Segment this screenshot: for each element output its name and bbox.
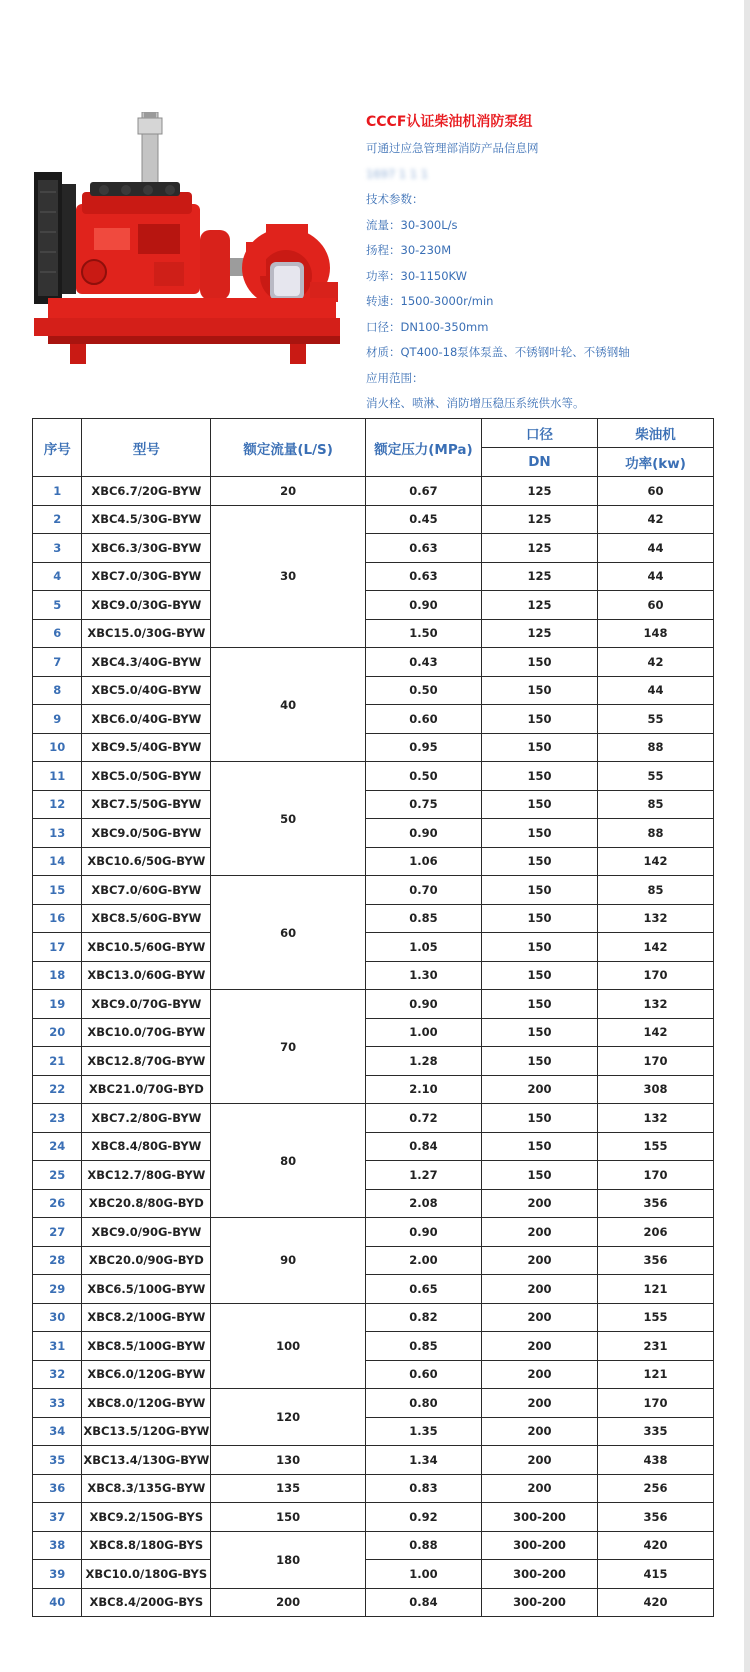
- table-row: [33, 1218, 714, 1247]
- row-rated-flow: 120: [211, 1389, 366, 1446]
- row-engine-power: 335: [597, 1417, 713, 1446]
- row-engine-power: 55: [597, 762, 713, 791]
- table-row: [33, 819, 714, 848]
- row-rated-pressure: 0.50: [365, 676, 481, 705]
- row-rated-flow: 100: [211, 1303, 366, 1389]
- row-engine-power: 142: [597, 933, 713, 962]
- row-model: XBC7.5/50G-BYW: [82, 790, 211, 819]
- row-rated-pressure: 1.06: [365, 847, 481, 876]
- row-caliber: 200: [481, 1474, 597, 1503]
- row-rated-flow: 200: [211, 1588, 366, 1617]
- row-number: 30: [33, 1303, 82, 1332]
- row-rated-pressure: 0.63: [365, 562, 481, 591]
- row-engine-power: 170: [597, 1047, 713, 1076]
- table-header: [33, 419, 714, 477]
- row-number: 17: [33, 933, 82, 962]
- table-row: [33, 1104, 714, 1133]
- row-rated-flow: 70: [211, 990, 366, 1104]
- row-model: XBC10.0/70G-BYW: [82, 1018, 211, 1047]
- row-rated-pressure: 0.90: [365, 1218, 481, 1247]
- row-number: 5: [33, 591, 82, 620]
- table-row: [33, 648, 714, 677]
- row-number: 4: [33, 562, 82, 591]
- page-right-edge: [744, 0, 750, 1672]
- row-model: XBC8.5/60G-BYW: [82, 904, 211, 933]
- row-engine-power: 60: [597, 477, 713, 506]
- header-flow: 额定流量(L/S): [211, 419, 366, 477]
- table-row: [33, 505, 714, 534]
- row-rated-flow: 180: [211, 1531, 366, 1588]
- row-model: XBC15.0/30G-BYW: [82, 619, 211, 648]
- row-number: 19: [33, 990, 82, 1019]
- table-row: [33, 762, 714, 791]
- table-row: [33, 1474, 714, 1503]
- row-caliber: 300-200: [481, 1588, 597, 1617]
- row-model: XBC8.5/100G-BYW: [82, 1332, 211, 1361]
- table-row: [33, 1246, 714, 1275]
- table-row: [33, 1446, 714, 1475]
- row-model: XBC13.5/120G-BYW: [82, 1417, 211, 1446]
- row-rated-pressure: 0.90: [365, 990, 481, 1019]
- row-rated-pressure: 0.80: [365, 1389, 481, 1418]
- row-caliber: 150: [481, 733, 597, 762]
- row-rated-flow: 20: [211, 477, 366, 506]
- row-rated-pressure: 0.60: [365, 705, 481, 734]
- row-rated-pressure: 0.88: [365, 1531, 481, 1560]
- table-row: [33, 876, 714, 905]
- row-caliber: 150: [481, 1018, 597, 1047]
- row-engine-power: 42: [597, 648, 713, 677]
- row-caliber: 150: [481, 990, 597, 1019]
- header-model: 型号: [82, 419, 211, 477]
- spec-line-application-label: 应用范围：: [366, 370, 424, 385]
- row-rated-pressure: 1.05: [365, 933, 481, 962]
- row-engine-power: 44: [597, 562, 713, 591]
- table-row: [33, 904, 714, 933]
- row-number: 15: [33, 876, 82, 905]
- certification-note: 可通过应急管理部消防产品信息网: [366, 141, 539, 155]
- row-rated-pressure: 0.90: [365, 819, 481, 848]
- row-model: XBC9.5/40G-BYW: [82, 733, 211, 762]
- row-rated-pressure: 2.00: [365, 1246, 481, 1275]
- row-engine-power: 44: [597, 534, 713, 563]
- row-rated-pressure: 0.75: [365, 790, 481, 819]
- row-model: XBC7.0/60G-BYW: [82, 876, 211, 905]
- table-row: [33, 1161, 714, 1190]
- row-number: 9: [33, 705, 82, 734]
- row-number: 13: [33, 819, 82, 848]
- row-model: XBC10.0/180G-BYS: [82, 1560, 211, 1589]
- row-rated-pressure: 0.72: [365, 1104, 481, 1133]
- table-row: [33, 1531, 714, 1560]
- row-caliber: 150: [481, 790, 597, 819]
- row-caliber: 150: [481, 1104, 597, 1133]
- row-rated-pressure: 0.85: [365, 904, 481, 933]
- row-rated-pressure: 0.70: [365, 876, 481, 905]
- row-rated-pressure: 0.45: [365, 505, 481, 534]
- product-spec-block: [366, 110, 736, 417]
- row-caliber: 150: [481, 933, 597, 962]
- row-model: XBC6.0/40G-BYW: [82, 705, 211, 734]
- row-number: 27: [33, 1218, 82, 1247]
- row-rated-pressure: 1.27: [365, 1161, 481, 1190]
- row-engine-power: 170: [597, 1161, 713, 1190]
- row-engine-power: 170: [597, 961, 713, 990]
- row-rated-flow: 60: [211, 876, 366, 990]
- row-caliber: 200: [481, 1303, 597, 1332]
- row-caliber: 300-200: [481, 1531, 597, 1560]
- row-model: XBC20.8/80G-BYD: [82, 1189, 211, 1218]
- table-row: [33, 733, 714, 762]
- row-rated-pressure: 0.43: [365, 648, 481, 677]
- row-caliber: 300-200: [481, 1560, 597, 1589]
- table-row: [33, 961, 714, 990]
- row-rated-flow: 90: [211, 1218, 366, 1304]
- row-number: 20: [33, 1018, 82, 1047]
- row-rated-pressure: 1.50: [365, 619, 481, 648]
- row-rated-pressure: 1.28: [365, 1047, 481, 1076]
- row-rated-pressure: 0.83: [365, 1474, 481, 1503]
- row-caliber: 150: [481, 705, 597, 734]
- row-model: XBC9.0/90G-BYW: [82, 1218, 211, 1247]
- row-model: XBC7.0/30G-BYW: [82, 562, 211, 591]
- table-row: [33, 1417, 714, 1446]
- table-row: [33, 1560, 714, 1589]
- row-number: 36: [33, 1474, 82, 1503]
- row-number: 25: [33, 1161, 82, 1190]
- row-model: XBC6.7/20G-BYW: [82, 477, 211, 506]
- row-engine-power: 420: [597, 1588, 713, 1617]
- row-rated-pressure: 2.10: [365, 1075, 481, 1104]
- header-engine: 柴油机: [597, 419, 713, 448]
- row-engine-power: 148: [597, 619, 713, 648]
- row-number: 2: [33, 505, 82, 534]
- row-number: 23: [33, 1104, 82, 1133]
- row-engine-power: 438: [597, 1446, 713, 1475]
- row-model: XBC9.0/30G-BYW: [82, 591, 211, 620]
- row-model: XBC4.5/30G-BYW: [82, 505, 211, 534]
- row-model: XBC21.0/70G-BYD: [82, 1075, 211, 1104]
- row-caliber: 200: [481, 1275, 597, 1304]
- row-model: XBC8.4/80G-BYW: [82, 1132, 211, 1161]
- row-engine-power: 142: [597, 847, 713, 876]
- row-number: 31: [33, 1332, 82, 1361]
- row-rated-pressure: 0.67: [365, 477, 481, 506]
- spec-line-application: 消火栓、喷淋、消防增压稳压系统供水等。: [366, 396, 585, 410]
- row-engine-power: 85: [597, 876, 713, 905]
- table-row: [33, 847, 714, 876]
- row-number: 32: [33, 1360, 82, 1389]
- row-caliber: 150: [481, 847, 597, 876]
- blurred-certificate-number: 1697 1 1 1: [366, 166, 429, 181]
- row-number: 35: [33, 1446, 82, 1475]
- row-rated-pressure: 1.35: [365, 1417, 481, 1446]
- table-row: [33, 1503, 714, 1532]
- table-row: [33, 477, 714, 506]
- row-number: 37: [33, 1503, 82, 1532]
- spec-line: 技术参数：: [366, 192, 424, 206]
- row-caliber: 200: [481, 1332, 597, 1361]
- row-engine-power: 121: [597, 1360, 713, 1389]
- row-engine-power: 206: [597, 1218, 713, 1247]
- header-no: 序号: [33, 419, 82, 477]
- row-number: 12: [33, 790, 82, 819]
- row-caliber: 200: [481, 1389, 597, 1418]
- table-row: [33, 1303, 714, 1332]
- row-model: XBC8.8/180G-BYS: [82, 1531, 211, 1560]
- row-model: XBC5.0/50G-BYW: [82, 762, 211, 791]
- row-model: XBC6.3/30G-BYW: [82, 534, 211, 563]
- row-caliber: 150: [481, 648, 597, 677]
- row-caliber: 150: [481, 1161, 597, 1190]
- table-body: [33, 477, 714, 1617]
- row-model: XBC12.8/70G-BYW: [82, 1047, 211, 1076]
- table-row: [33, 1360, 714, 1389]
- header-pressure: 额定压力(MPa): [365, 419, 481, 477]
- spec-line-caliber: 口径：DN100-350mm: [366, 319, 489, 334]
- row-engine-power: 142: [597, 1018, 713, 1047]
- row-number: 39: [33, 1560, 82, 1589]
- row-number: 34: [33, 1417, 82, 1446]
- row-model: XBC5.0/40G-BYW: [82, 676, 211, 705]
- row-caliber: 200: [481, 1246, 597, 1275]
- row-engine-power: 231: [597, 1332, 713, 1361]
- table-row: [33, 1332, 714, 1361]
- row-model: XBC8.3/135G-BYW: [82, 1474, 211, 1503]
- row-rated-flow: 50: [211, 762, 366, 876]
- spec-line-speed: 转速：1500-3000r/min: [366, 294, 494, 308]
- row-caliber: 150: [481, 1047, 597, 1076]
- row-number: 29: [33, 1275, 82, 1304]
- row-rated-pressure: 0.84: [365, 1132, 481, 1161]
- row-caliber: 200: [481, 1189, 597, 1218]
- product-title: CCCF认证柴油机消防泵组: [366, 114, 533, 130]
- row-caliber: 125: [481, 591, 597, 620]
- row-engine-power: 85: [597, 790, 713, 819]
- row-engine-power: 132: [597, 904, 713, 933]
- row-caliber: 150: [481, 762, 597, 791]
- row-number: 10: [33, 733, 82, 762]
- spec-line-material: 材质：QT400-18泵体泵盖、不锈钢叶轮、不锈钢轴: [366, 345, 630, 359]
- row-caliber: 200: [481, 1360, 597, 1389]
- header-caliber-dn: DN: [481, 448, 597, 477]
- row-rated-flow: 40: [211, 648, 366, 762]
- row-caliber: 200: [481, 1417, 597, 1446]
- row-model: XBC8.4/200G-BYS: [82, 1588, 211, 1617]
- row-rated-flow: 135: [211, 1474, 366, 1503]
- row-rated-pressure: 0.84: [365, 1588, 481, 1617]
- row-number: 24: [33, 1132, 82, 1161]
- table-row: [33, 1018, 714, 1047]
- row-engine-power: 356: [597, 1189, 713, 1218]
- row-rated-pressure: 0.90: [365, 591, 481, 620]
- row-number: 16: [33, 904, 82, 933]
- row-number: 8: [33, 676, 82, 705]
- table-row: [33, 1075, 714, 1104]
- row-model: XBC4.3/40G-BYW: [82, 648, 211, 677]
- table-row: [33, 1389, 714, 1418]
- row-engine-power: 155: [597, 1132, 713, 1161]
- row-rated-pressure: 1.00: [365, 1560, 481, 1589]
- row-model: XBC8.2/100G-BYW: [82, 1303, 211, 1332]
- row-number: 6: [33, 619, 82, 648]
- row-number: 1: [33, 477, 82, 506]
- row-caliber: 150: [481, 876, 597, 905]
- table-row: [33, 1588, 714, 1617]
- spec-line-head: 扬程：30-230M: [366, 243, 452, 257]
- row-model: XBC8.0/120G-BYW: [82, 1389, 211, 1418]
- row-caliber: 125: [481, 619, 597, 648]
- table-row: [33, 790, 714, 819]
- row-engine-power: 44: [597, 676, 713, 705]
- row-engine-power: 60: [597, 591, 713, 620]
- table-row: [33, 591, 714, 620]
- row-model: XBC9.2/150G-BYS: [82, 1503, 211, 1532]
- table-row: [33, 1189, 714, 1218]
- table-row: [33, 676, 714, 705]
- table-row: [33, 1047, 714, 1076]
- row-rated-pressure: 1.30: [365, 961, 481, 990]
- row-model: XBC6.0/120G-BYW: [82, 1360, 211, 1389]
- row-model: XBC6.5/100G-BYW: [82, 1275, 211, 1304]
- row-number: 28: [33, 1246, 82, 1275]
- row-model: XBC20.0/90G-BYD: [82, 1246, 211, 1275]
- row-caliber: 150: [481, 819, 597, 848]
- row-engine-power: 420: [597, 1531, 713, 1560]
- diesel-fire-pump-image: [34, 112, 340, 376]
- header-engine-power: 功率(kw): [597, 448, 713, 477]
- table-row: [33, 619, 714, 648]
- row-caliber: 200: [481, 1446, 597, 1475]
- row-engine-power: 55: [597, 705, 713, 734]
- row-number: 21: [33, 1047, 82, 1076]
- row-number: 22: [33, 1075, 82, 1104]
- row-engine-power: 356: [597, 1246, 713, 1275]
- row-engine-power: 88: [597, 819, 713, 848]
- row-caliber: 150: [481, 676, 597, 705]
- row-engine-power: 121: [597, 1275, 713, 1304]
- row-caliber: 125: [481, 477, 597, 506]
- row-engine-power: 170: [597, 1389, 713, 1418]
- table-row: [33, 990, 714, 1019]
- row-number: 18: [33, 961, 82, 990]
- row-rated-pressure: 0.63: [365, 534, 481, 563]
- row-model: XBC9.0/70G-BYW: [82, 990, 211, 1019]
- row-engine-power: 132: [597, 1104, 713, 1133]
- row-model: XBC9.0/50G-BYW: [82, 819, 211, 848]
- row-rated-pressure: 0.82: [365, 1303, 481, 1332]
- row-caliber: 125: [481, 562, 597, 591]
- spec-line-flow: 流量：30-300L/s: [366, 217, 458, 232]
- table-row: [33, 933, 714, 962]
- table-row: [33, 1132, 714, 1161]
- row-model: XBC13.0/60G-BYW: [82, 961, 211, 990]
- row-rated-flow: 80: [211, 1104, 366, 1218]
- row-rated-pressure: 0.85: [365, 1332, 481, 1361]
- row-number: 11: [33, 762, 82, 791]
- row-rated-pressure: 1.00: [365, 1018, 481, 1047]
- row-model: XBC13.4/130G-BYW: [82, 1446, 211, 1475]
- row-number: 14: [33, 847, 82, 876]
- row-number: 7: [33, 648, 82, 677]
- row-caliber: 150: [481, 904, 597, 933]
- row-rated-pressure: 0.60: [365, 1360, 481, 1389]
- row-number: 3: [33, 534, 82, 563]
- spec-line-power: 功率：30-1150KW: [366, 268, 468, 283]
- row-rated-flow: 30: [211, 505, 366, 648]
- row-caliber: 300-200: [481, 1503, 597, 1532]
- row-rated-pressure: 2.08: [365, 1189, 481, 1218]
- row-rated-flow: 150: [211, 1503, 366, 1532]
- row-number: 38: [33, 1531, 82, 1560]
- row-rated-pressure: 1.34: [365, 1446, 481, 1475]
- row-engine-power: 132: [597, 990, 713, 1019]
- row-number: 40: [33, 1588, 82, 1617]
- table-row: [33, 705, 714, 734]
- row-rated-flow: 130: [211, 1446, 366, 1475]
- row-caliber: 200: [481, 1218, 597, 1247]
- table-row: [33, 562, 714, 591]
- row-caliber: 125: [481, 505, 597, 534]
- row-rated-pressure: 0.50: [365, 762, 481, 791]
- row-model: XBC7.2/80G-BYW: [82, 1104, 211, 1133]
- row-caliber: 150: [481, 1132, 597, 1161]
- row-rated-pressure: 0.92: [365, 1503, 481, 1532]
- row-caliber: 150: [481, 961, 597, 990]
- model-spec-table: [32, 418, 714, 1617]
- row-engine-power: 155: [597, 1303, 713, 1332]
- row-engine-power: 415: [597, 1560, 713, 1589]
- row-model: XBC10.5/60G-BYW: [82, 933, 211, 962]
- row-caliber: 125: [481, 534, 597, 563]
- row-model: XBC10.6/50G-BYW: [82, 847, 211, 876]
- row-engine-power: 308: [597, 1075, 713, 1104]
- row-rated-pressure: 0.65: [365, 1275, 481, 1304]
- row-caliber: 200: [481, 1075, 597, 1104]
- row-engine-power: 256: [597, 1474, 713, 1503]
- row-rated-pressure: 0.95: [365, 733, 481, 762]
- header-caliber: 口径: [481, 419, 597, 448]
- row-engine-power: 88: [597, 733, 713, 762]
- row-number: 26: [33, 1189, 82, 1218]
- row-model: XBC12.7/80G-BYW: [82, 1161, 211, 1190]
- row-number: 33: [33, 1389, 82, 1418]
- table-row: [33, 1275, 714, 1304]
- row-engine-power: 42: [597, 505, 713, 534]
- table-row: [33, 534, 714, 563]
- row-engine-power: 356: [597, 1503, 713, 1532]
